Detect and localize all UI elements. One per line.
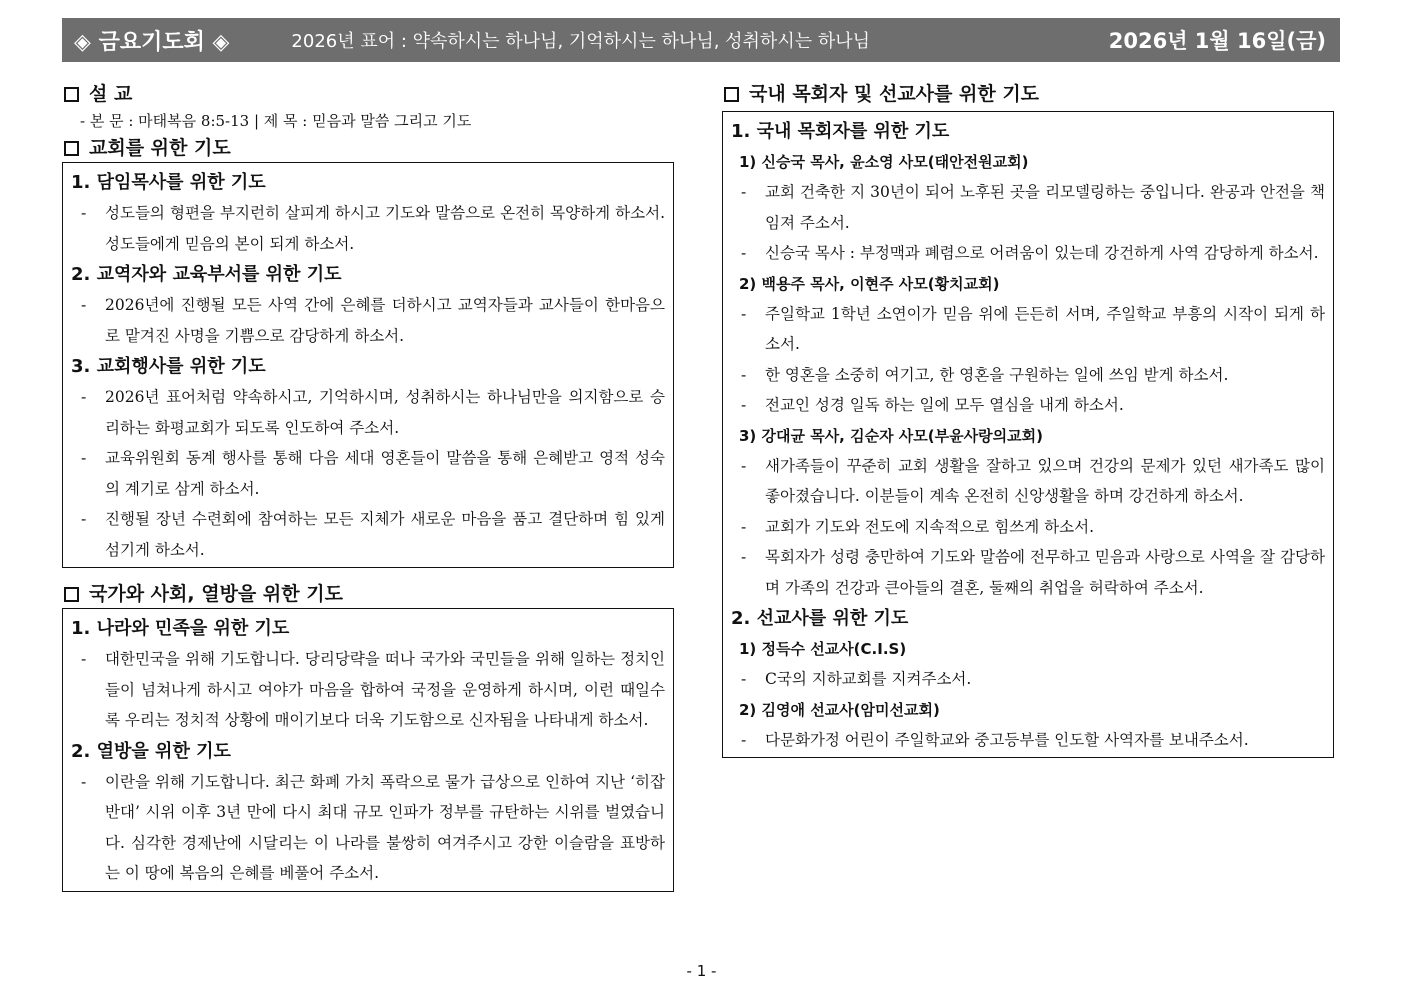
item-title: 2. 교역자와 교육부서를 위한 기도 <box>71 264 342 285</box>
prayer-line: - 교회가 기도와 전도에 지속적으로 힘쓰게 하소서. <box>741 517 1095 536</box>
church-heading-text: 교회를 위한 기도 <box>89 137 231 159</box>
missions-prayer-box <box>722 111 1334 758</box>
prayer-line: - 전교인 성경 일독 하는 일에 모두 열심을 내게 하소서. <box>741 396 1124 414</box>
page-number: - 1 - <box>686 962 717 980</box>
prayer-line: - C국의 지하교회를 지켜주소서. <box>741 670 972 688</box>
sub-title: 2) 백용주 목사, 이현주 사모(황치교회) <box>739 274 1000 293</box>
nation-heading-text: 국가와 사회, 열방을 위한 기도 <box>89 583 343 605</box>
nation-heading <box>62 580 674 608</box>
item-title: 2. 열방을 위한 기도 <box>71 740 231 762</box>
prayer-line: - 목회자가 성령 충만하여 기도와 말씀에 전무하고 믿음과 사랑으로 사역을 잘 감당하며 가족의 건강과 큰아들의 결혼, 둘째의 취업을 허락하여 주소서. <box>741 548 1325 597</box>
prayer-line: - 새가족들이 꾸준히 교회 생활을 잘하고 있으며 건강의 문제가 있던 새가족도 많이 좋아졌습니다. 이분들이 계속 온전히 신앙생활을 하며 강건하게 하소서. <box>741 456 1325 505</box>
group-title: 2. 선교사를 위한 기도 <box>731 608 909 629</box>
item-title: 3. 교회행사를 위한 기도 <box>71 356 266 377</box>
sermon-heading <box>62 80 674 108</box>
checkbox-square-icon <box>64 587 79 602</box>
prayer-line: - 한 영혼을 소중히 여기고, 한 영혼을 구원하는 일에 쓰임 받게 하소서. <box>741 365 1229 384</box>
header-title: ◈ 금요기도회 ◈ <box>74 29 230 55</box>
group-title: 1. 국내 목회자를 위한 기도 <box>731 121 950 142</box>
prayer-line: - 다문화가정 어린이 주일학교와 중고등부를 인도할 사역자를 보내주소서. <box>741 730 1249 749</box>
church-prayer-box <box>62 162 674 568</box>
header-date: 2026년 1월 16일(금) <box>1108 29 1326 53</box>
header-motto: 2026년 표어 : 약속하시는 하나님, 기억하시는 하나님, 성취하시는 하나님 <box>291 31 870 52</box>
missions-heading <box>722 80 1334 108</box>
prayer-line: - 2026년에 진행될 모든 사역 간에 은혜를 더하시고 교역자들과 교사들이 한마음으로 맡겨진 사명을 기쁨으로 감당하게 하소서. <box>81 296 665 345</box>
prayer-line: - 성도들의 형편을 부지런히 살피게 하시고 기도와 말씀으로 온전히 목양하게 하소서. 성도들에게 믿음의 본이 되게 하소서. <box>81 204 665 253</box>
prayer-line: - 신승국 목사 : 부정맥과 폐렴으로 어려움이 있는데 강건하게 사역 감당하게 하소서. <box>741 244 1319 262</box>
right-column <box>722 80 1334 758</box>
prayer-line: - 교육위원회 동계 행사를 통해 다음 세대 영혼들이 말씀을 통해 은혜받고 영적 성숙의 계기로 삼게 하소서. <box>81 449 665 498</box>
sub-title: 1) 신승국 목사, 윤소영 사모(태안전원교회) <box>739 153 1029 171</box>
page-header <box>62 18 1340 62</box>
item-title: 1. 나라와 민족을 위한 기도 <box>71 618 290 639</box>
sub-title: 3) 강대균 목사, 김순자 사모(부윤사랑의교회) <box>739 426 1043 445</box>
sub-title: 1) 정득수 선교사(C.I.S) <box>739 640 907 658</box>
prayer-line: - 주일학교 1학년 소연이가 믿음 위에 든든히 서며, 주일학교 부흥의 시작이 되게 하소서. <box>741 304 1325 353</box>
checkbox-square-icon <box>64 87 79 102</box>
item-title: 1. 담임목사를 위한 기도 <box>71 172 266 193</box>
prayer-line: - 이란을 위해 기도합니다. 최근 화폐 가치 폭락으로 물가 급상으로 인하여 지난 ‘히잡 반대’ 시위 이후 3년 만에 다시 최대 규모 인파가 정부를 규탄하는 시위를 벌였습니다. 심각한 경제난에 시달리는 이 나라를 불쌍히 여겨주시고 강한 이슬람을 표방하는 이 땅에 복음의 은혜를 베풀어 주소서. <box>81 772 665 882</box>
prayer-line: - 2026년 표어처럼 약속하시고, 기억하시며, 성취하시는 하나님만을 의지함으로 승리하는 화평교회가 되도록 인도하여 주소서. <box>81 388 665 437</box>
sermon-detail: - 본 문 : 마태복음 8:5-13 | 제 목 : 믿음과 말씀 그리고 기도 <box>80 112 472 130</box>
nation-prayer-box <box>62 608 674 892</box>
prayer-line: - 교회 건축한 지 30년이 되어 노후된 곳을 리모델링하는 중입니다. 완공과 안전을 책임져 주소서. <box>741 183 1325 232</box>
sermon-heading-text: 설 교 <box>89 83 133 105</box>
checkbox-square-icon <box>64 141 79 156</box>
checkbox-square-icon <box>724 87 739 102</box>
left-column <box>62 80 674 892</box>
prayer-line: - 진행될 장년 수련회에 참여하는 모든 지체가 새로운 마음을 품고 결단하며 힘 있게 섬기게 하소서. <box>81 510 665 559</box>
missions-heading-text: 국내 목회자 및 선교사를 위한 기도 <box>749 83 1040 105</box>
prayer-line: - 대한민국을 위해 기도합니다. 당리당략을 떠나 국가와 국민들을 위해 일하는 정치인들이 넘쳐나게 하시고 여야가 마음을 합하여 국정을 운영하게 하시며, 이런 때일수록 우리는 정치적 상황에 매이기보다 더욱 기도함으로 신자됨을 나타내게 하소서. <box>81 650 665 729</box>
church-heading <box>62 134 674 162</box>
sub-title: 2) 김영애 선교사(암미선교회) <box>739 700 940 719</box>
